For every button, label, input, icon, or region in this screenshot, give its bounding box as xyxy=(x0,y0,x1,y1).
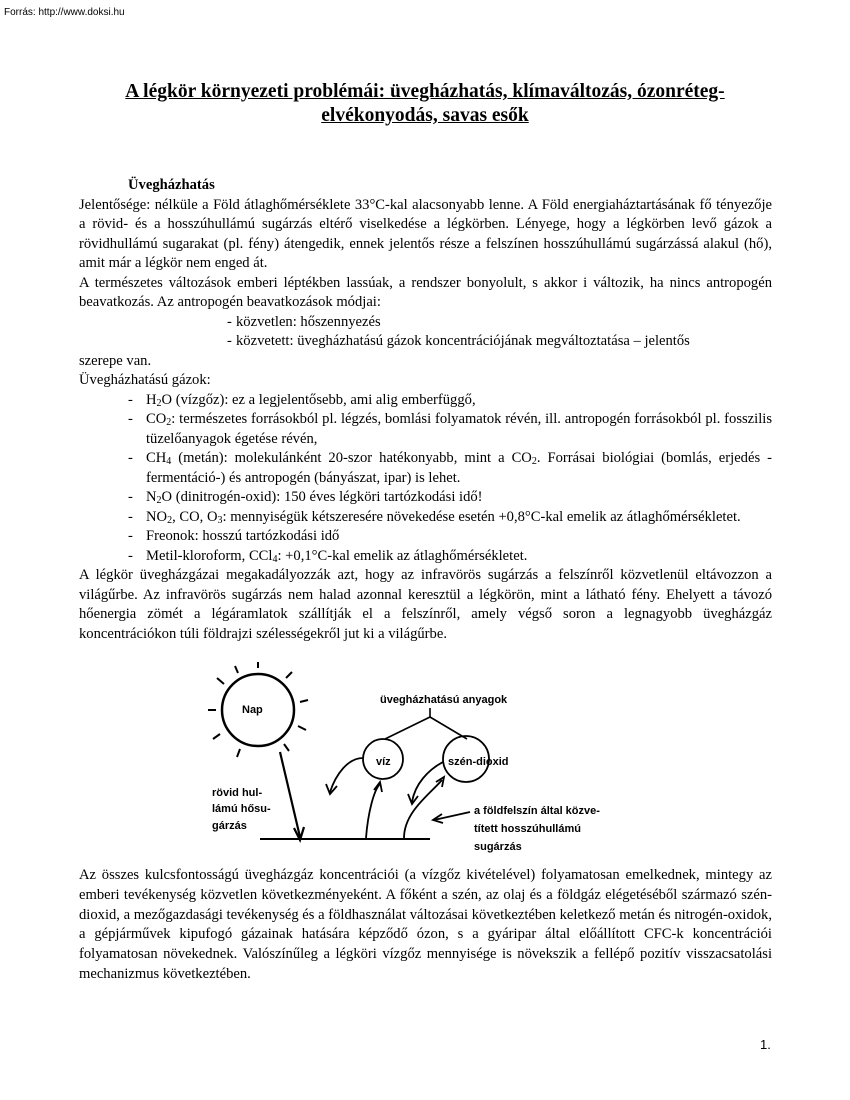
paragraph-infrared: A légkör üvegházgázai megakadályozzák azt, hogy az infravörös sugárzás a felszínről közvetlenül eltávozzon a világűrbe. Az infravörös sugárzás nem halad azonnal keresztül a légkörön, mint a látható fény. Ehelyett a távozó hőenergia zömét a légáramlatok szállítják el a felszínről, amely végső soron a legnagyobb üvegházgáz koncentrációkon túli földrajzi szélességekről jut ki a világűrbe. xyxy=(79,567,772,642)
source-url: Forrás: http://www.doksi.hu xyxy=(4,7,125,18)
paragraph-natural-changes: A természetes változások emberi léptékben lassúak, a rendszer bonyolult, s akkor i változik, ha nincs antropogén beavatkozás. Az antropogén beavatkozások módjai: xyxy=(79,274,772,310)
list-item: - Freonok: hosszú tartózkodási idő xyxy=(128,528,340,544)
longwave-label-1: a földfelszín által közve- xyxy=(474,805,600,817)
main-content xyxy=(79,176,772,644)
gases-list xyxy=(79,391,772,567)
co2-label: szén-dioxid xyxy=(448,756,509,768)
shortwave-label-3: gárzás xyxy=(212,820,247,832)
list-item: - $CO_2$: természetes forrásokból pl. légzés, bomlási folyamatok révén, ill. antropogén forrásokból pl. fosszilis tüzelőanyagok égetése révén, xyxy=(128,411,772,447)
list-item: - $N_2O$ (dinitrogén-oxid): 150 éves légköri tartózkodási idő! xyxy=(128,489,483,506)
intervention-direct: - közvetlen: hőszennyezés xyxy=(227,313,381,330)
paragraph-significance: Jelentősége: nélküle a Föld átlaghőmérséklete 33°C-kal alacsonyabb lenne. A Föld energiaháztartásának fő tényezője a rövid- és a hosszúhullámú sugárzás eltérő viselkedése a légkörben. Lényege, hogy a légkörben levő gázok a rövidhullámú sugarakat (pl. fény) átengedik, ennek jelentős része a felszínen hosszúhullámú sugárzássá alakul (hő), amit már a légkör nem enged át. xyxy=(79,196,772,271)
page-title: A légkör környezeti problémái: üvegházhatás, klímaváltozás, ózonréteg-elvékonyodás, savas esők xyxy=(125,81,725,126)
sun-label: Nap xyxy=(242,704,263,716)
branch-lines xyxy=(385,708,467,739)
longwave-arrows xyxy=(326,758,444,838)
intervention-indirect-continued: szerepe van. xyxy=(79,352,152,369)
shortwave-label-2: lámú hősu- xyxy=(212,803,271,815)
intervention-indirect: - közvetett: üvegházhatású gázok koncentrációjának megváltoztatása – jelentős xyxy=(227,333,690,349)
paragraph-concentrations: Az összes kulcsfontosságú üvegházgáz koncentrációi (a vízgőz kivételével) folyamatosan emelkednek, mintegy az emberi tevékenység közvetlen következményeként. A főként a szén, az olaj és a földgáz elégetéséből származó szén-dioxid, a mezőgazdasági tevékenység és a földhasználat változásai következtében keletkező metán és nitrogén-oxidok, a gépjárművek kipufogó gázainak hatására képződő ózon, s a gyáripar által előállított CFC-k koncentrációi folyamatosan növekednek. Valószínűleg a légköri vízgőz mennyisége is növekszik a fellépő pozitív visszacsatolási mechanizmus következtében. xyxy=(79,867,772,982)
substances-label: üvegházhatású anyagok xyxy=(380,694,508,706)
water-label: víz xyxy=(376,756,391,768)
list-item: - Metil-kloroform, CCl$_4$: +0,1°C-kal emelik az átlaghőmérsékletet. xyxy=(128,547,528,565)
page-number: 1. xyxy=(760,1037,771,1052)
shortwave-label-1: rövid hul- xyxy=(212,787,263,799)
section-heading: Üvegházhatás xyxy=(128,177,215,193)
greenhouse-diagram xyxy=(180,662,630,862)
list-item: - $CH_4$ (metán): molekulánként 20-szor hatékonyabb, mint a $CO_2$. Forrásai biológiai (bomlás, erjedés -fermentáció-) és antropogén (bányászat, ipar) is lehet. xyxy=(128,450,772,486)
list-item: - $H_2O$ (vízgőz): ez a legjelentősebb, ami alig emberfüggő, xyxy=(128,391,476,409)
longwave-label-3: sugárzás xyxy=(474,841,522,853)
gases-heading: Üvegházhatású gázok: xyxy=(79,372,211,388)
list-item: - $NO_2$, CO, $O_3$: mennyiségük kétszeresére növekedése esetén +0,8°C-kal emelik az átlaghőmérsékletet. xyxy=(128,508,741,526)
longwave-label-2: tített hosszúhullámú xyxy=(474,823,581,835)
shortwave-arrow xyxy=(280,752,300,837)
